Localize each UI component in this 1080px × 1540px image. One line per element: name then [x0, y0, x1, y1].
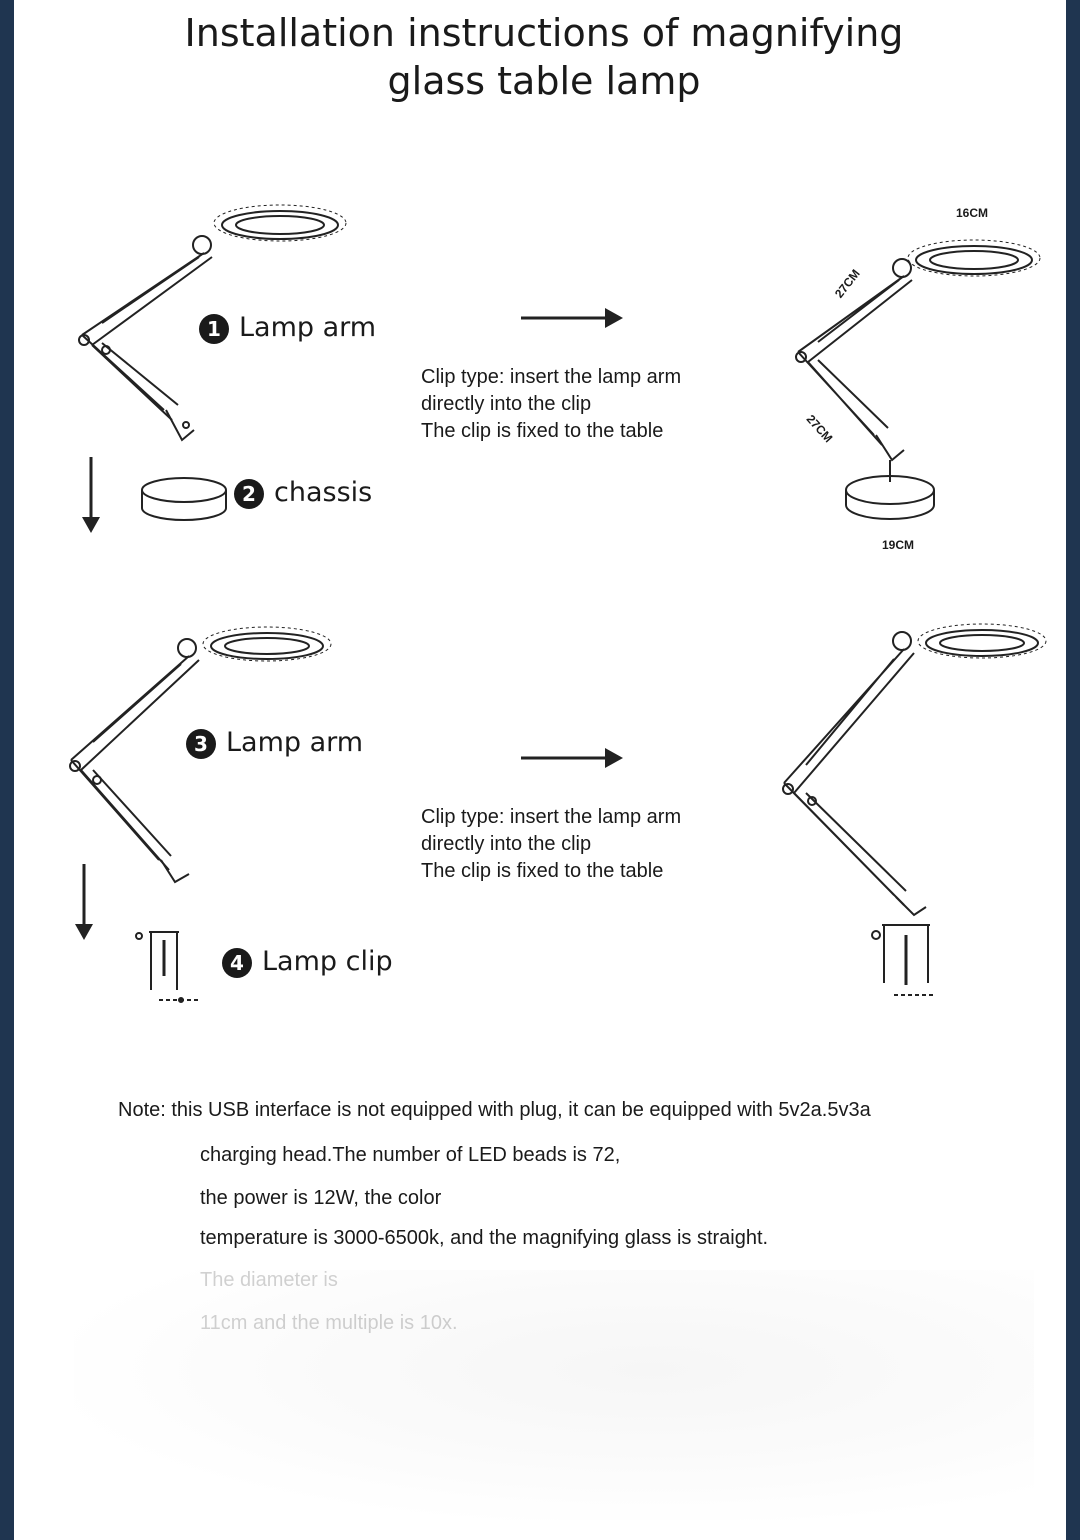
arrow-down-icon	[69, 862, 99, 944]
arrow-right-icon	[519, 740, 629, 776]
clip-instruction-1-line3: The clip is fixed to the table	[421, 420, 664, 442]
arrow-right-icon	[519, 300, 629, 336]
instruction-sheet	[14, 0, 1066, 1540]
arrow-down-icon	[76, 455, 106, 537]
step-1-label	[199, 312, 376, 344]
step-3-label	[186, 727, 363, 759]
step-2-label	[234, 477, 372, 509]
assembled-lamp-clip-illustration	[754, 615, 1054, 1005]
note-line-4: temperature is 3000-6500k, and the magnifying glass is straight.	[200, 1227, 769, 1249]
step-2-text: chassis	[274, 477, 373, 508]
step-1-text: Lamp arm	[239, 312, 377, 343]
dimension-lens: 16CM	[956, 206, 989, 220]
step-2-number: 2	[234, 479, 264, 509]
clip-instruction-2-line2: directly into the clip	[421, 833, 592, 855]
note-line-1: Note: this USB interface is not equipped with plug, it can be equipped with 5v2a.5v3a	[118, 1099, 871, 1121]
lamp-clip-illustration	[129, 918, 229, 1018]
page-title-line2: glass table lamp	[387, 59, 701, 103]
note-line-3: the power is 12W, the color	[200, 1187, 442, 1209]
step-4-number: 4	[222, 948, 252, 978]
clip-instruction-1-line2: directly into the clip	[421, 393, 592, 415]
clip-instruction-2-line1: Clip type: insert the lamp arm	[421, 806, 682, 828]
clip-instruction-1-line1: Clip type: insert the lamp arm	[421, 366, 682, 388]
note-line-2: charging head.The number of LED beads is 72,	[200, 1144, 621, 1166]
paper-smudge	[74, 1270, 1034, 1520]
step-3-number: 3	[186, 729, 216, 759]
lamp-arm-illustration-2	[49, 620, 329, 900]
page-title-line1: Installation instructions of magnifying	[184, 11, 904, 55]
dimension-upper-arm: 27CM	[832, 266, 863, 301]
step-4-label	[222, 946, 393, 978]
clip-instruction-2-line3: The clip is fixed to the table	[421, 860, 664, 882]
chassis-illustration	[129, 470, 239, 540]
step-1-number: 1	[199, 314, 229, 344]
clip-instruction-1	[421, 364, 681, 445]
dimension-base: 19CM	[882, 538, 915, 552]
dimension-lower-arm: 27CM	[803, 412, 836, 446]
step-4-text: Lamp clip	[262, 946, 393, 977]
clip-instruction-2	[421, 804, 681, 885]
assembled-lamp-base-illustration	[774, 220, 1054, 540]
step-3-text: Lamp arm	[226, 727, 364, 758]
